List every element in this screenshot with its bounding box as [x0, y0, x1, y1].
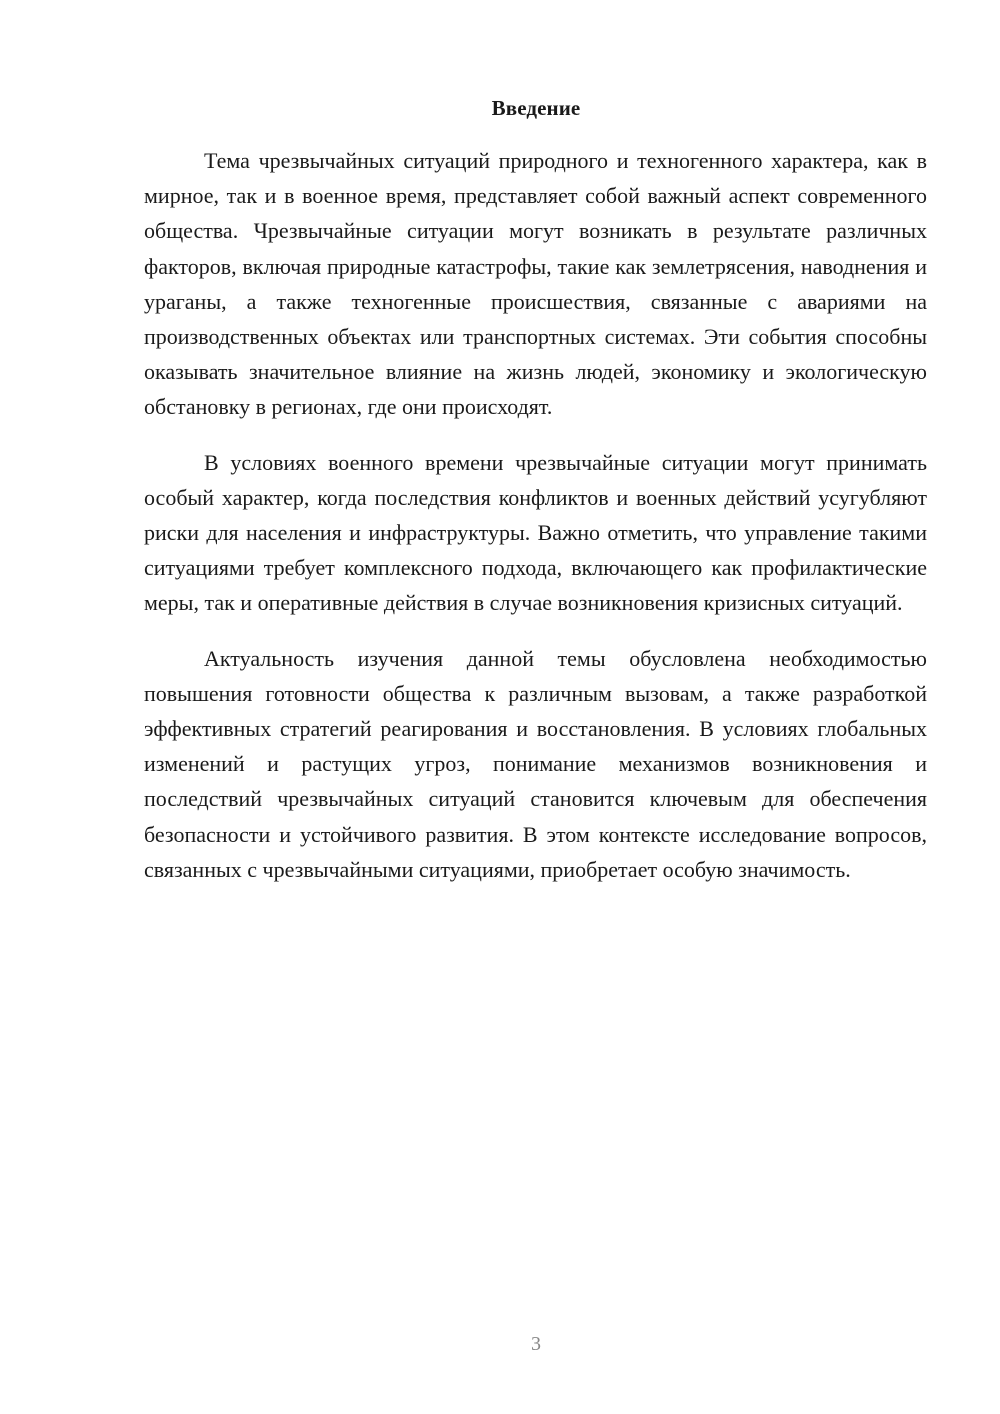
page-number: 3	[531, 1333, 541, 1355]
paragraph-2: В условиях военного времени чрезвычайные ситуации могут принимать особый характер, когда последствия конфликтов и военных действий усугубляют риски для населения и инфраструктуры. Важно отметить, что управление такими ситуациями требует комплексного подхода, включающего как профилактические меры, так и оперативные действия в случае возникновения кризисных ситуаций.	[144, 449, 927, 616]
body-text	[144, 143, 927, 887]
section-title: Введение	[491, 96, 581, 120]
paragraph-1: Тема чрезвычайных ситуаций природного и техногенного характера, как в мирное, так и в военное время, представляет собой важный аспект современного общества. Чрезвычайные ситуации могут возникать в результате различных факторов, включая природные катастрофы, такие как землетрясения, наводнения и ураганы, а также техногенные происшествия, связанные с авариями на производственных объектах или транспортных системах. Эти события способны оказывать значительное влияние на жизнь людей, экономику и экологическую обстановку в регионах, где они происходят.	[144, 148, 927, 420]
paragraph-3: Актуальность изучения данной темы обусловлена необходимостью повышения готовности общества к различным вызовам, а также разработкой эффективных стратегий реагирования и восстановления. В условиях глобальных изменений и растущих угроз, понимание механизмов возникновения и последствий чрезвычайных ситуаций становится ключевым для обеспечения безопасности и устойчивого развития. В этом контексте исследование вопросов, связанных с чрезвычайными ситуациями, приобретает особую значимость.	[144, 645, 927, 882]
